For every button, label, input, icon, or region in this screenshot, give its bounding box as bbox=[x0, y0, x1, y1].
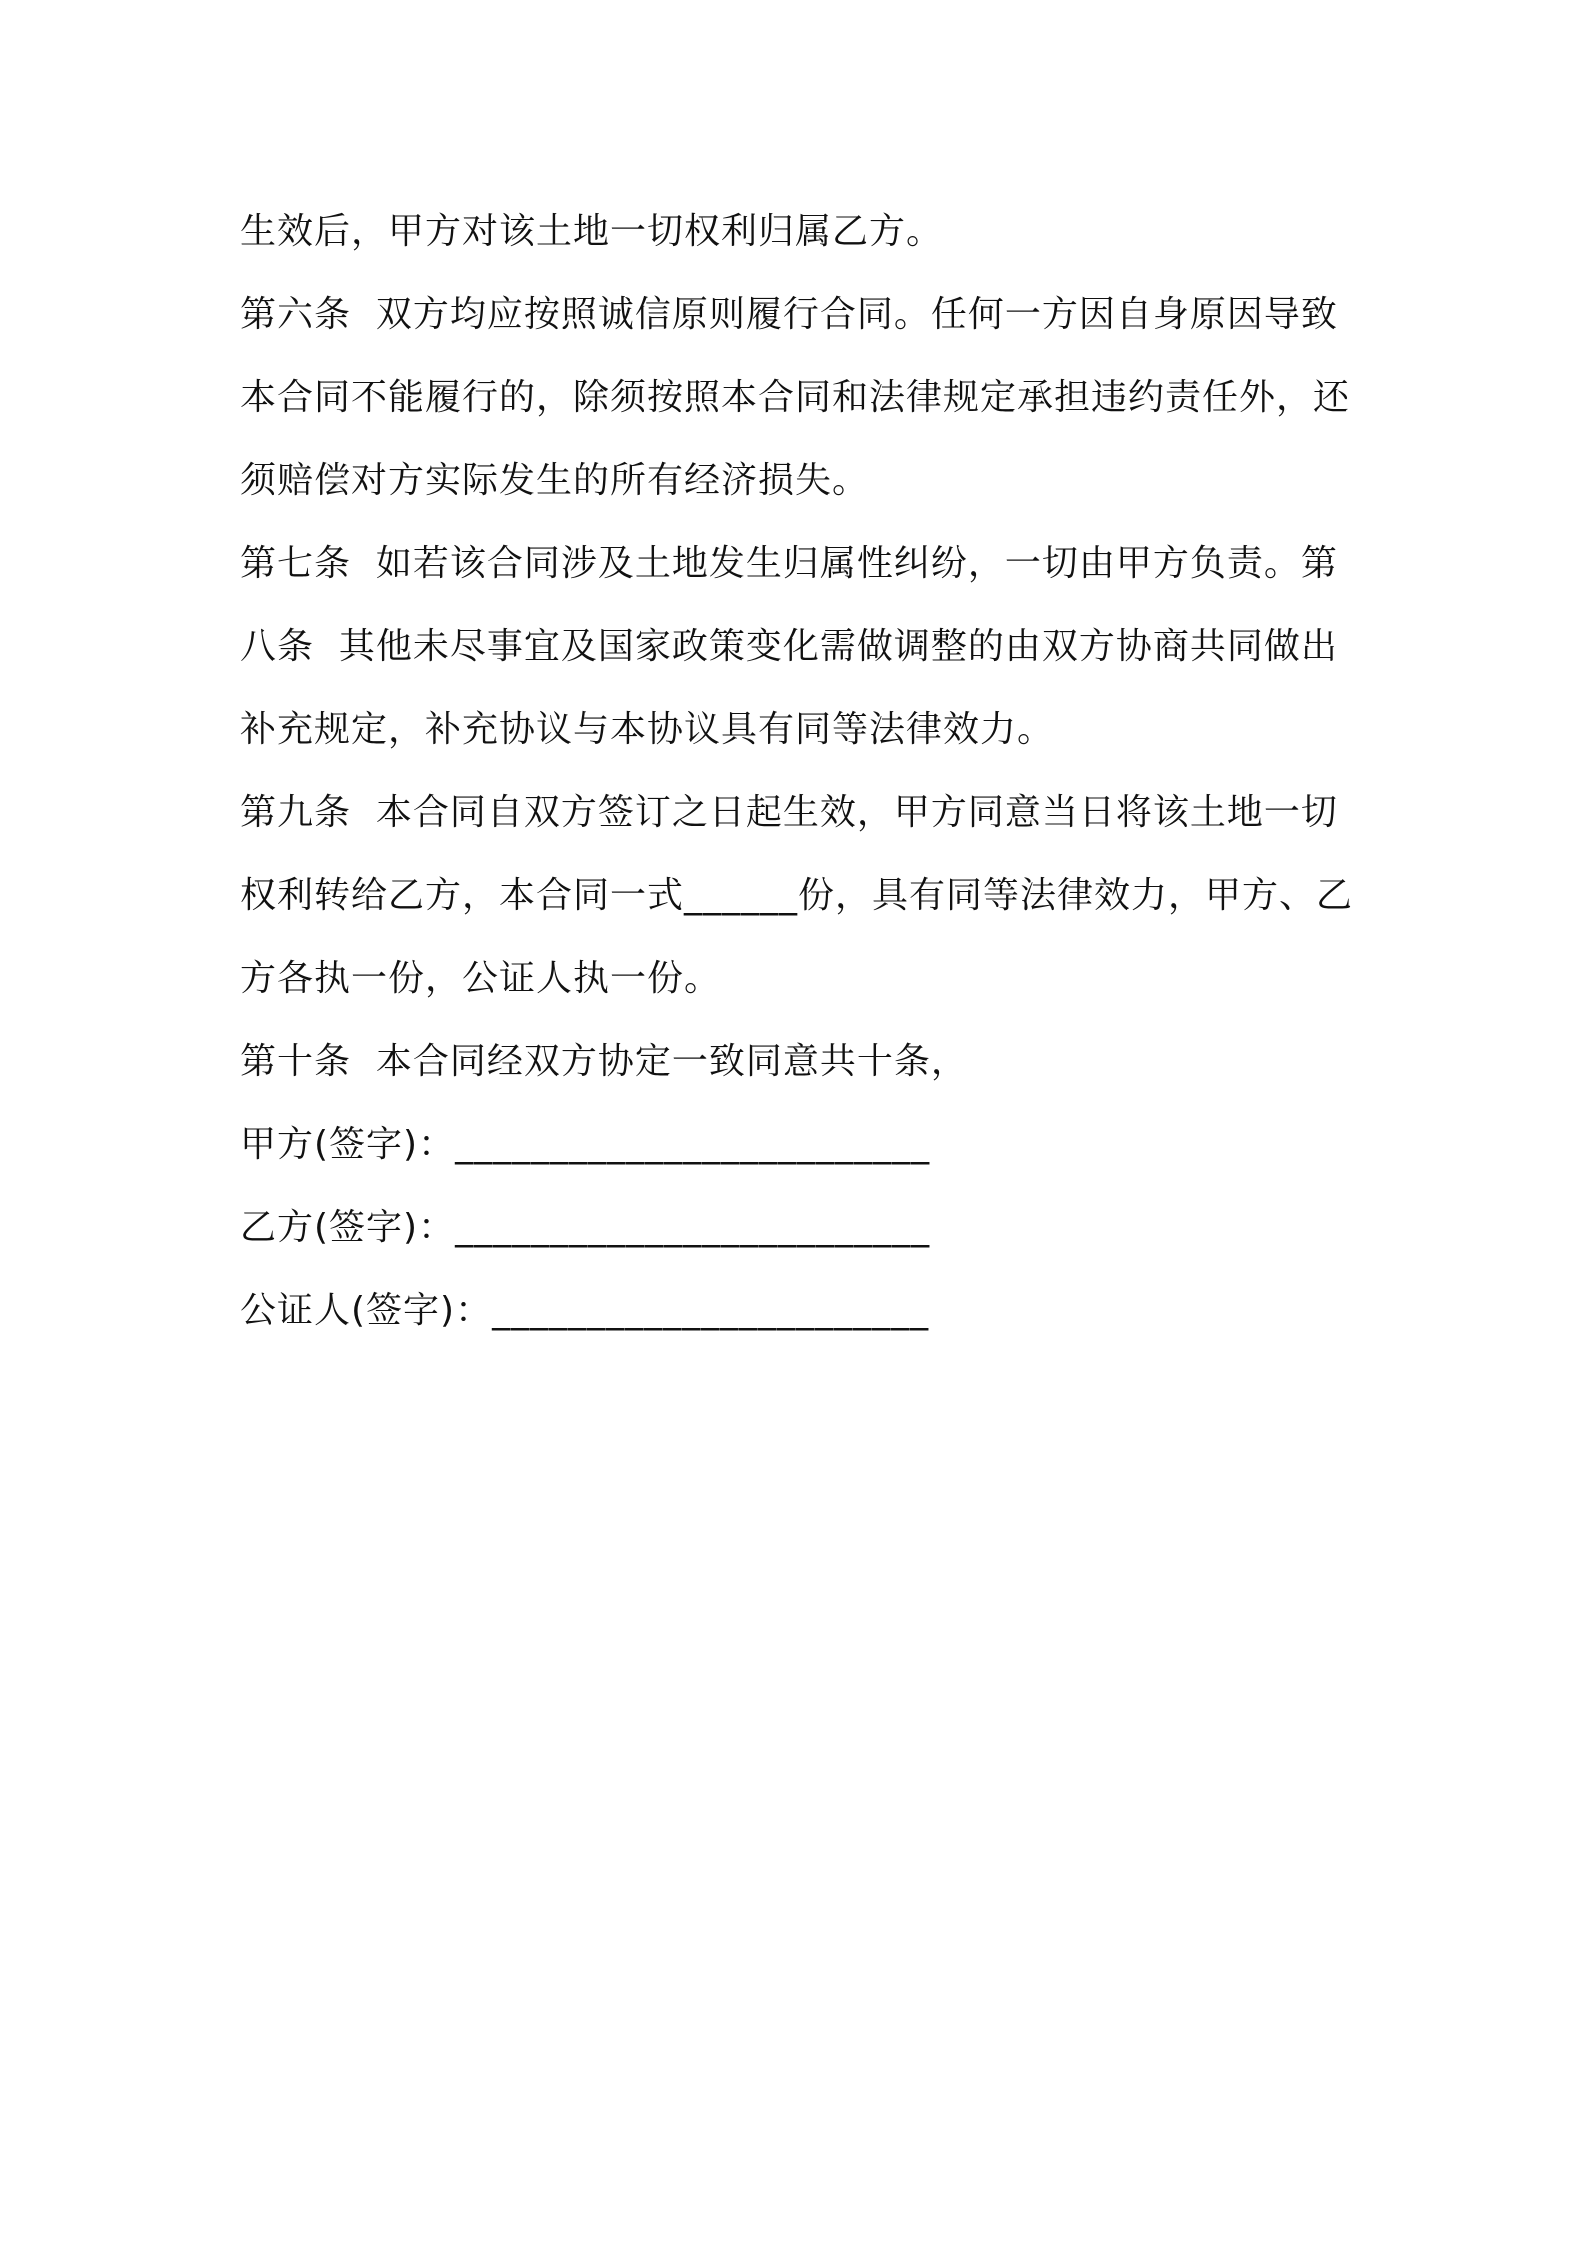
signature-line-party-b: 乙方(签字)：_________________________ bbox=[240, 1207, 931, 1248]
signature-line-party-a: 甲方(签字)：_________________________ bbox=[240, 1124, 931, 1165]
paragraph-article-9: 第九条 本合同自双方签订之日起生效，甲方同意当日将该土地一切权利转给乙方，本合同一式______份，具有同等法律效力，甲方、乙方各执一份，公证人执一份。 bbox=[240, 792, 1354, 999]
paragraph-article-6: 第六条 双方均应按照诚信原则履行合同。任何一方因自身原因导致本合同不能履行的，除须按照本合同和法律规定承担违约责任外，还须赔偿对方实际发生的所有经济损失。 bbox=[240, 294, 1351, 501]
document-body bbox=[240, 190, 1360, 1352]
paragraph-article-10: 第十条 本合同经双方协定一致同意共十条， bbox=[240, 1041, 968, 1082]
signature-line-notary: 公证人(签字)：_______________________ bbox=[240, 1290, 930, 1331]
paragraph-article-7-8: 第七条 如若该合同涉及土地发生归属性纠纷，一切由甲方负责。第八条 其他未尽事宜及国家政策变化需做调整的由双方协商共同做出补充规定，补充协议与本协议具有同等法律效力。 bbox=[240, 543, 1338, 750]
paragraph-effect-continuation: 生效后，甲方对该土地一切权利归属乙方。 bbox=[240, 211, 944, 252]
